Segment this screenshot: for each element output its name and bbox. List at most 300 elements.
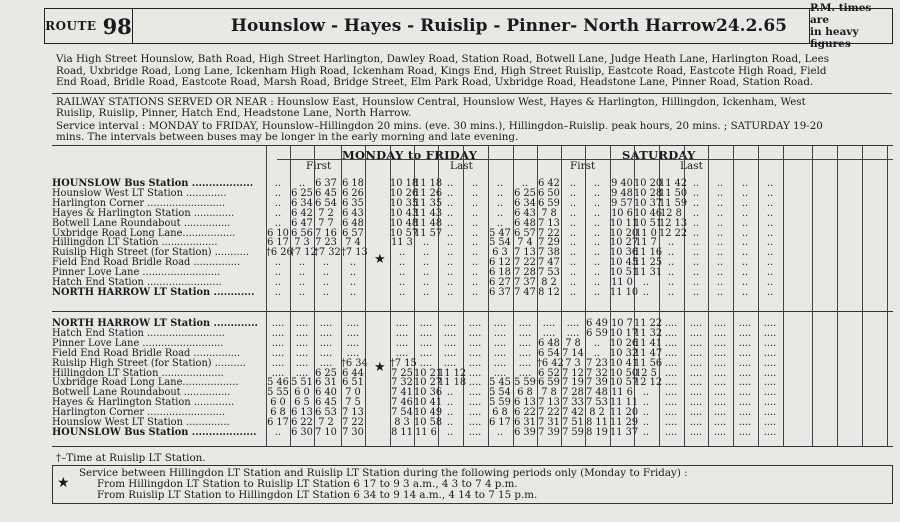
northbound-time-cell: 11 59	[659, 197, 688, 209]
northbound-time-cell: ..	[569, 267, 577, 279]
northbound-time-cell: 6 34	[514, 197, 536, 209]
southbound-time-cell: ....	[419, 357, 433, 369]
southbound-time-cell: 10 7	[611, 318, 633, 329]
southbound-time-cell: ....	[395, 318, 409, 329]
southbound-time-cell: ....	[763, 337, 777, 349]
northbound-time-cell: 7 22	[538, 227, 560, 239]
southbound-time-cell: 6 31	[514, 417, 536, 428]
southbound-time-cell: ....	[468, 327, 482, 339]
southbound-stop-2: Pinner Love Lane ..........................	[52, 337, 224, 349]
northbound-time-cell: ..	[716, 237, 724, 249]
northbound-time-cell: 6 43	[514, 207, 536, 219]
southbound-time-cell: 6 22	[291, 417, 313, 428]
southbound-time-cell: 10 17	[610, 327, 639, 339]
route-title: Hounslow - Hayes - Ruislip - Pinner- North Harrow	[230, 16, 717, 36]
southbound-time-cell: ..	[593, 347, 601, 359]
southbound-time-cell: ....	[689, 387, 703, 399]
northbound-time-cell: 6 47	[291, 217, 313, 229]
southbound-time-cell: 5 51	[291, 377, 313, 389]
southbound-time-cell: 6 30	[291, 426, 313, 438]
northbound-time-cell: ..	[716, 257, 724, 269]
southbound-time-cell: †6 42	[537, 357, 564, 369]
southbound-time-cell: 6 54	[538, 347, 560, 359]
northbound-time-cell: ..	[446, 178, 454, 189]
northbound-time-cell: 7 7	[318, 217, 334, 229]
southbound-time-cell: 10 21	[414, 367, 443, 379]
service-line-1: Service interval : MONDAY to FRIDAY, Hounslow–Hillingdon 20 mins. (eve. 30 mins.), Hillingdon–Ruislip. peak hours, 20 mins. ; SATURDAY 19-20	[56, 120, 823, 132]
northbound-time-cell: 7 4	[517, 237, 533, 249]
northbound-time-cell: ..	[422, 286, 430, 298]
northbound-time-cell: ..	[692, 267, 700, 279]
southbound-time-cell: ..	[593, 337, 601, 349]
northbound-time-cell: 11 7	[635, 237, 657, 249]
northbound-time-cell: ..	[274, 178, 282, 189]
southbound-time-cell: ....	[346, 327, 360, 339]
southbound-time-cell: ....	[738, 357, 752, 369]
southbound-time-cell: 10 27	[414, 377, 443, 389]
monday-friday-heading: MONDAY to FRIDAY	[342, 148, 478, 162]
southbound-time-cell: 6 59	[586, 327, 608, 339]
southbound-time-cell: ....	[395, 327, 409, 339]
southbound-time-cell: ....	[664, 387, 678, 399]
southbound-time-cell: 10 49	[414, 407, 443, 419]
southbound-time-cell: 10 57	[610, 377, 639, 389]
northbound-time-cell: 11 50	[659, 187, 688, 199]
southbound-time-cell: ....	[493, 347, 507, 359]
southbound-time-cell: †7 15	[390, 357, 417, 369]
northbound-time-cell: ..	[766, 247, 774, 259]
southbound-stop-7: Botwell Lane Roundabout ...............	[52, 387, 231, 399]
northbound-time-cell: ..	[741, 207, 749, 219]
pm-note	[809, 2, 892, 50]
via-line-2: Road, Uxbridge Road, Long Lane, Ickenham High Road, Ickenham Road, Kings End, High Street Ruislip, Eastcote Road, Eastcote High Road, Field	[56, 64, 827, 77]
southbound-time-cell: 10 50	[610, 367, 639, 379]
northbound-time-cell: ..	[274, 267, 282, 279]
timetable-grid	[52, 145, 893, 447]
southbound-time-cell: ....	[566, 318, 580, 329]
southbound-stop-6: Uxbridge Road Long Lane..................	[52, 377, 239, 389]
southbound-time-cell: ....	[419, 318, 433, 329]
northbound-time-cell: ..	[446, 257, 454, 269]
southbound-time-cell: 7 51	[562, 417, 584, 428]
southbound-time-cell: ....	[295, 318, 309, 329]
northbound-time-cell: ..	[471, 247, 479, 259]
southbound-time-cell: ....	[443, 327, 457, 339]
southbound-time-cell: 11 20	[610, 407, 639, 419]
southbound-time-cell: ....	[738, 407, 752, 419]
star-marker-northbound: ★	[374, 252, 386, 267]
southbound-stop-10: Hounslow West LT Station ..............	[52, 417, 230, 428]
northbound-time-cell: ..	[422, 267, 430, 279]
southbound-time-cell: 8 11	[391, 426, 413, 438]
northbound-time-cell: ..	[569, 277, 577, 288]
northbound-time-cell: ..	[471, 207, 479, 219]
southbound-time-cell: 6 13	[291, 407, 313, 419]
northbound-time-cell: ..	[692, 227, 700, 239]
southbound-time-cell: ....	[443, 318, 457, 329]
northbound-time-cell: ..	[569, 207, 577, 219]
northbound-time-cell: 7 8	[541, 207, 557, 219]
northbound-time-cell: ..	[692, 178, 700, 189]
southbound-time-cell: ....	[763, 417, 777, 428]
southbound-time-cell: ....	[763, 318, 777, 329]
northbound-time-cell: 10 37	[634, 197, 663, 209]
northbound-time-cell: 10 36	[610, 247, 639, 259]
southbound-time-cell: 10 36	[414, 387, 443, 399]
northbound-time-cell: ..	[593, 247, 601, 259]
northbound-time-cell: ..	[274, 217, 282, 229]
northbound-time-cell: ..	[593, 227, 601, 239]
southbound-time-cell: ....	[713, 367, 727, 379]
stations-line-1: RAILWAY STATIONS SERVED OR NEAR : Hounslow East, Hounslow Central, Hounslow West, Hayes & Harlington, Hillingdon, Ickenham, West	[56, 96, 806, 108]
northbound-time-cell: ..	[741, 267, 749, 279]
southbound-time-cell: ....	[738, 337, 752, 349]
northbound-time-cell: ..	[398, 247, 406, 259]
southbound-time-cell: 10 58	[414, 417, 443, 428]
southbound-time-cell: 6 59	[538, 377, 560, 389]
northbound-time-cell: 10 20	[610, 227, 639, 239]
service-interval-text	[56, 121, 890, 143]
northbound-time-cell: ..	[692, 237, 700, 249]
northbound-time-cell: 6 54	[315, 197, 337, 209]
southbound-time-cell: 7 8	[565, 337, 581, 349]
southbound-time-cell: ....	[689, 407, 703, 419]
northbound-time-cell: ..	[274, 277, 282, 288]
northbound-time-cell: ..	[593, 187, 601, 199]
southbound-time-cell: 6 8	[492, 407, 508, 419]
northbound-time-cell: ..	[496, 207, 504, 219]
northbound-time-cell: ..	[322, 257, 330, 269]
southbound-time-cell: 5 46	[267, 377, 289, 389]
southbound-stop-4: Ruislip High Street (for Station) ..........	[52, 357, 246, 369]
northbound-time-cell: ..	[446, 217, 454, 229]
southbound-time-cell: 7 32	[586, 367, 608, 379]
northbound-time-cell: ..	[741, 286, 749, 298]
saturday-heading: SATURDAY	[622, 148, 696, 162]
mf-last-label: Last	[450, 160, 473, 172]
southbound-time-cell: 10 32	[610, 347, 639, 359]
northbound-time-cell: ..	[422, 237, 430, 249]
northbound-time-cell: ..	[446, 207, 454, 219]
northbound-time-cell: 9 57	[611, 197, 633, 209]
northbound-stop-7: Ruislip High Street (for Station) ...........	[52, 247, 249, 259]
northbound-time-cell: ..	[593, 207, 601, 219]
northbound-stop-6: Hillingdon LT Station ..................	[52, 237, 218, 249]
southbound-time-cell: ....	[319, 337, 333, 349]
southbound-time-cell: ....	[664, 407, 678, 419]
southbound-time-cell: ....	[738, 347, 752, 359]
route-date: 24.2.65	[716, 16, 787, 36]
northbound-time-cell: ..	[471, 178, 479, 189]
route-label: ROUTE	[45, 19, 97, 33]
northbound-time-cell: ..	[422, 277, 430, 288]
southbound-time-cell: 6 8	[517, 387, 533, 399]
southbound-time-cell: 7 41	[391, 387, 413, 399]
southbound-time-cell: 6 39	[514, 426, 536, 438]
southbound-time-cell: ....	[443, 357, 457, 369]
southbound-time-cell: 7 30	[342, 426, 364, 438]
northbound-time-cell: ..	[716, 247, 724, 259]
northbound-time-cell: ..	[496, 197, 504, 209]
southbound-time-cell: 11 37	[610, 426, 639, 438]
northbound-time-cell: ..	[446, 277, 454, 288]
northbound-time-cell: 6 12	[489, 257, 511, 269]
northbound-time-cell: ..	[741, 197, 749, 209]
southbound-time-cell: 7 54	[391, 407, 413, 419]
northbound-time-cell: ..	[274, 257, 282, 269]
southbound-time-cell: ....	[713, 318, 727, 329]
footnote-ruislip: †–Time at Ruislip LT Station.	[56, 452, 206, 464]
northbound-time-cell: ..	[593, 217, 601, 229]
southbound-time-cell: 5 45	[489, 377, 511, 389]
southbound-time-cell: ....	[689, 337, 703, 349]
northbound-time-cell: ..	[766, 217, 774, 229]
southbound-time-cell: ....	[664, 397, 678, 409]
northbound-time-cell: 11 31	[634, 267, 663, 279]
northbound-time-cell: ..	[766, 178, 774, 189]
southbound-time-cell: ....	[468, 337, 482, 349]
column-rule	[365, 146, 366, 446]
southbound-time-cell: ..	[642, 407, 650, 419]
northbound-time-cell: ..	[398, 257, 406, 269]
northbound-time-cell: 10 51	[634, 217, 663, 229]
southbound-time-cell: ....	[542, 318, 556, 329]
southbound-time-cell: ....	[738, 377, 752, 389]
southbound-time-cell: ....	[493, 337, 507, 349]
northbound-time-cell: 6 25	[291, 187, 313, 199]
southbound-time-cell: ....	[689, 417, 703, 428]
northbound-time-cell: 11 42	[659, 178, 688, 189]
southbound-time-cell: ....	[319, 347, 333, 359]
southbound-time-cell: ....	[738, 318, 752, 329]
northbound-time-cell: 6 18	[489, 267, 511, 279]
southbound-time-cell: ....	[763, 357, 777, 369]
northbound-time-cell: ..	[322, 277, 330, 288]
northbound-time-cell: 11 0	[635, 227, 657, 239]
northbound-time-cell: ..	[471, 286, 479, 298]
northbound-time-cell: ..	[398, 277, 406, 288]
southbound-time-cell: ....	[664, 347, 678, 359]
southbound-time-cell: ....	[271, 347, 285, 359]
southbound-time-cell: ....	[395, 337, 409, 349]
southbound-time-cell: 7 5	[345, 397, 361, 409]
southbound-stop-11: HOUNSLOW Bus Station ...................	[52, 426, 257, 438]
northbound-time-cell: 6 57	[514, 227, 536, 239]
northbound-time-cell: ..	[692, 207, 700, 219]
southbound-time-cell: ..	[642, 397, 650, 409]
northbound-time-cell: ..	[298, 178, 306, 189]
southbound-time-cell: ....	[295, 327, 309, 339]
northbound-time-cell: ..	[496, 217, 504, 229]
northbound-time-cell: ..	[642, 277, 650, 288]
southbound-time-cell: ....	[295, 337, 309, 349]
northbound-time-cell: ..	[446, 227, 454, 239]
route-number: 98	[102, 13, 132, 39]
southbound-time-cell: ....	[295, 367, 309, 379]
southbound-time-cell: ....	[346, 347, 360, 359]
southbound-time-cell: ....	[542, 327, 556, 339]
northbound-time-cell: 6 35	[342, 197, 364, 209]
northbound-time-cell: ..	[741, 277, 749, 288]
southbound-time-cell: 6 51	[342, 377, 364, 389]
northbound-time-cell: ..	[274, 187, 282, 199]
southbound-time-cell: ....	[346, 318, 360, 329]
southbound-time-cell: ....	[763, 327, 777, 339]
northbound-stop-2: Harlington Corner .........................	[52, 197, 226, 209]
southbound-time-cell: 6 52	[538, 367, 560, 379]
star-note-line-2: From Hillingdon LT Station to Ruislip LT Station 6 17 to 9 3 a.m., 4 3 to 7 4 p.m.	[97, 478, 518, 490]
southbound-time-cell: ....	[664, 367, 678, 379]
northbound-time-cell: 10 18	[390, 178, 419, 189]
southbound-time-cell: ..	[446, 417, 454, 428]
northbound-time-cell: ..	[422, 257, 430, 269]
star-note-line-3: From Ruislip LT Station to Hillingdon LT Station 6 34 to 9 14 a.m., 4 14 to 7 15 p.m.	[97, 489, 538, 501]
southbound-time-cell: 11 11	[610, 397, 639, 409]
southbound-time-cell: 6 8	[270, 407, 286, 419]
northbound-time-cell: ..	[741, 247, 749, 259]
southbound-time-cell: ....	[468, 407, 482, 419]
northbound-time-cell: 10 51	[610, 267, 639, 279]
southbound-time-cell: 7 19	[562, 377, 584, 389]
star-service-note	[52, 465, 893, 504]
northbound-time-cell: 10 28	[634, 187, 663, 199]
southbound-time-cell: ....	[419, 327, 433, 339]
southbound-time-cell: ....	[518, 347, 532, 359]
northbound-time-cell: ..	[766, 197, 774, 209]
southbound-time-cell: 6 31	[315, 377, 337, 389]
stations-line-2: Ruislip, Ruislip, Pinner, Hatch End, Headstone Lane, North Harrow.	[56, 107, 412, 120]
northbound-time-cell: 7 37	[514, 277, 536, 288]
southbound-time-cell: 7 28	[562, 387, 584, 399]
southbound-time-cell: ....	[566, 327, 580, 339]
mf-first-label: First	[306, 160, 332, 172]
southbound-time-cell: ....	[689, 367, 703, 379]
southbound-time-cell: 5 59	[514, 377, 536, 389]
southbound-time-cell: 6 0	[294, 387, 310, 399]
northbound-time-cell: 11 3	[391, 237, 413, 249]
southbound-time-cell: 6 17	[489, 417, 511, 428]
northbound-time-cell: ..	[471, 217, 479, 229]
northbound-time-cell: ..	[471, 267, 479, 279]
southbound-time-cell: ....	[763, 367, 777, 379]
southbound-time-cell: ....	[738, 327, 752, 339]
northbound-time-cell: †6 26	[266, 247, 293, 259]
northbound-stop-4: Botwell Lane Roundabout ...............	[52, 217, 231, 229]
southbound-time-cell: ....	[738, 417, 752, 428]
northbound-time-cell: ..	[349, 277, 357, 288]
northbound-time-cell: 9 48	[611, 187, 633, 199]
northbound-time-cell: 6 37	[315, 178, 337, 189]
northbound-time-cell: ..	[667, 277, 675, 288]
southbound-time-cell: 7 10	[315, 426, 337, 438]
northbound-time-cell: ..	[667, 247, 675, 259]
via-line-3: End Road, Bridle Road, Eastcote Road, Marsh Road, Bridge Street, Elm Park Road, Uxbridge Road, Headstone Lane, Pinner Road, Station Road.	[56, 76, 814, 89]
southbound-time-cell: ....	[346, 337, 360, 349]
northbound-time-cell: 6 56	[291, 227, 313, 239]
southbound-time-cell: ....	[689, 377, 703, 389]
northbound-time-cell: ..	[593, 267, 601, 279]
southbound-time-cell: 5 54	[489, 387, 511, 399]
northbound-time-cell: 8 12	[538, 286, 560, 298]
southbound-time-cell: ....	[493, 318, 507, 329]
northbound-stop-5: Uxbridge Road Long Lane.................	[52, 227, 236, 239]
northbound-time-cell: ..	[716, 207, 724, 219]
southbound-time-cell: ....	[738, 426, 752, 438]
southbound-time-cell: 7 48	[586, 387, 608, 399]
northbound-time-cell: 7 23	[315, 237, 337, 249]
northbound-time-cell: 10 6	[611, 207, 633, 219]
southbound-time-cell: ....	[689, 327, 703, 339]
northbound-time-cell: ..	[766, 277, 774, 288]
northbound-time-cell: 10 48	[390, 217, 419, 229]
southbound-time-cell: 6 0	[270, 397, 286, 409]
southbound-time-cell: ..	[274, 426, 282, 438]
southbound-time-cell: 7 13	[538, 397, 560, 409]
southbound-time-cell: ....	[271, 327, 285, 339]
southbound-time-cell: ....	[493, 327, 507, 339]
northbound-time-cell: ..	[471, 187, 479, 199]
northbound-time-cell: ..	[496, 178, 504, 189]
northbound-time-cell: ..	[398, 267, 406, 279]
column-rule	[783, 146, 784, 446]
northbound-stop-10: Hatch End Station ........................	[52, 277, 222, 288]
southbound-time-cell: ....	[738, 397, 752, 409]
northbound-time-cell: ..	[741, 187, 749, 199]
northbound-time-cell: 11 57	[414, 227, 443, 239]
southbound-time-cell: 8 3	[394, 417, 410, 428]
northbound-time-cell: ..	[716, 178, 724, 189]
northbound-time-cell: 6 57	[342, 227, 364, 239]
southbound-time-cell: 7 13	[342, 407, 364, 419]
northbound-time-cell: ..	[667, 267, 675, 279]
southbound-time-cell: 11 32	[634, 327, 663, 339]
northbound-time-cell: 7 4	[345, 237, 361, 249]
northbound-time-cell: 6 42	[291, 207, 313, 219]
northbound-time-cell: 10 27	[610, 237, 639, 249]
northbound-time-cell: ..	[349, 257, 357, 269]
northbound-time-cell: ..	[766, 187, 774, 199]
southbound-time-cell: ....	[664, 377, 678, 389]
northbound-time-cell: ..	[349, 267, 357, 279]
southbound-time-cell: ....	[664, 327, 678, 339]
northbound-time-cell: ..	[766, 286, 774, 298]
northbound-time-cell: 10 57	[390, 227, 419, 239]
northbound-time-cell: ..	[741, 227, 749, 239]
northbound-time-cell: ..	[593, 237, 601, 249]
southbound-time-cell: ....	[443, 337, 457, 349]
northbound-time-cell: ..	[741, 237, 749, 249]
southbound-time-cell: 7 32	[391, 377, 413, 389]
northbound-time-cell: ..	[766, 257, 774, 269]
northbound-time-cell: 10 20	[634, 178, 663, 189]
southbound-time-cell: ....	[493, 357, 507, 369]
southbound-time-cell: 11 18	[438, 377, 467, 389]
southbound-time-cell: ....	[713, 387, 727, 399]
southbound-time-cell: ..	[446, 407, 454, 419]
southbound-time-cell: ....	[443, 347, 457, 359]
southbound-time-cell: ....	[713, 347, 727, 359]
southbound-time-cell: ....	[295, 347, 309, 359]
southbound-time-cell: 6 5	[294, 397, 310, 409]
southbound-time-cell: ....	[468, 387, 482, 399]
southbound-time-cell: ..	[642, 387, 650, 399]
southbound-time-cell: ..	[642, 426, 650, 438]
northbound-time-cell: ..	[471, 197, 479, 209]
southbound-stop-1: Hatch End Station .........................	[52, 327, 225, 339]
southbound-time-cell: 7 2	[318, 417, 334, 428]
southbound-time-cell: ....	[689, 357, 703, 369]
southbound-time-cell: ....	[713, 357, 727, 369]
